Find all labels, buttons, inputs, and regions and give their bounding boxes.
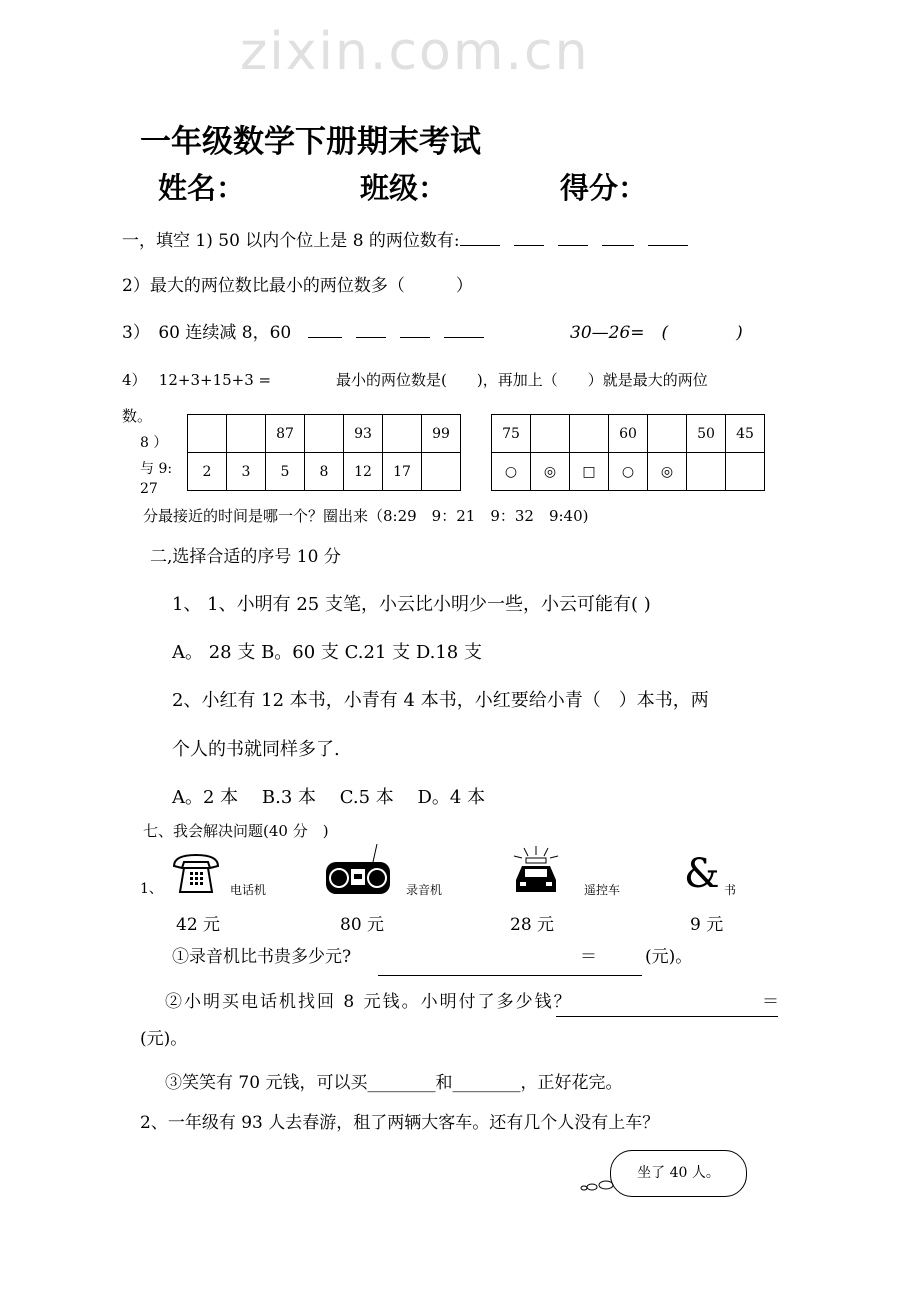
problem-c: ③笑笑有 70 元钱，可以买________和________，正好花完。 bbox=[165, 1073, 623, 1093]
radio-cassette-icon bbox=[325, 842, 391, 896]
name-label: 姓名： bbox=[158, 171, 246, 205]
question-1-1 bbox=[122, 226, 702, 251]
question-1-3-calc: 30—26= ( ) bbox=[570, 323, 743, 343]
table-cell: 87 bbox=[266, 415, 305, 453]
table-cell: 45 bbox=[726, 415, 765, 453]
table-cell: 5 bbox=[266, 453, 305, 491]
fragment: 与 9: bbox=[140, 461, 173, 477]
table-cell bbox=[188, 415, 227, 453]
question-2-1-options: A。 28 支 B。60 支 C.21 支 D.18 支 bbox=[172, 642, 482, 663]
table-cell bbox=[570, 415, 609, 453]
q-text: 一，填空 1) 50 以内个位上是 8 的两位数有: bbox=[122, 231, 460, 251]
table-row bbox=[188, 415, 461, 453]
table-cell: 93 bbox=[344, 415, 383, 453]
fragment: 8 ） bbox=[140, 435, 168, 451]
table-cell: ○ bbox=[609, 453, 648, 491]
cloud-tail-icon bbox=[580, 1178, 614, 1192]
table-cell bbox=[531, 415, 570, 453]
table-cell bbox=[383, 415, 422, 453]
fragment: 27 bbox=[140, 481, 158, 497]
item-price: 28 元 bbox=[510, 915, 555, 935]
item-label: 电话机 bbox=[230, 883, 267, 897]
table-cell: ○ bbox=[492, 453, 531, 491]
item-label: 书 bbox=[724, 883, 737, 897]
table-cell bbox=[648, 415, 687, 453]
answer-line bbox=[556, 1016, 778, 1017]
problem-a: ①录音机比书贵多少元? bbox=[172, 947, 352, 967]
equals: ＝ bbox=[580, 947, 597, 967]
table-cell: ◎ bbox=[648, 453, 687, 491]
table-cell: 12 bbox=[344, 453, 383, 491]
problem-b: ②小明买电话机找回 8 元钱。小明付了多少钱？ bbox=[165, 992, 573, 1012]
table-row bbox=[492, 415, 765, 453]
section-7-heading: 七、我会解决问题(40 分 ) bbox=[143, 822, 329, 840]
page-title: 一年级数学下册期末考试 bbox=[140, 124, 481, 160]
question-2-1: 1、 1、小明有 25 支笔，小云比小明少一些，小云可能有( ) bbox=[172, 594, 651, 615]
equals: ＝ bbox=[762, 992, 779, 1012]
answer-line bbox=[378, 975, 642, 976]
item-label: 录音机 bbox=[406, 883, 443, 897]
q-text: 3） 60 连续减 8，60 bbox=[122, 323, 292, 343]
question-1-4a: 4） 12+3+15+3 = bbox=[122, 371, 272, 389]
table-cell: 60 bbox=[609, 415, 648, 453]
unit: (元)。 bbox=[140, 1029, 188, 1049]
item-price: 42 元 bbox=[176, 915, 221, 935]
table-cell bbox=[422, 453, 461, 491]
table-cell: ◎ bbox=[531, 453, 570, 491]
question-1-4c: 数。 bbox=[122, 407, 153, 425]
section-2-heading: 二,选择合适的序号 10 分 bbox=[150, 547, 341, 567]
question-1-4b: 最小的两位数是( )，再加上（ ）就是最大的两位 bbox=[336, 371, 708, 389]
table-cell: □ bbox=[570, 453, 609, 491]
table-cell: 99 bbox=[422, 415, 461, 453]
item-label: 遥控车 bbox=[584, 883, 621, 897]
unit: (元)。 bbox=[645, 947, 693, 967]
table-cell bbox=[726, 453, 765, 491]
item-price: 80 元 bbox=[340, 915, 385, 935]
question-2-2-cont: 个人的书就同样多了. bbox=[172, 739, 340, 760]
book-icon: & bbox=[684, 851, 720, 897]
question-1-2: 2）最大的两位数比最小的两位数多（ ） bbox=[122, 276, 473, 296]
question-2-2-options: A。2 本 B.3 本 C.5 本 D。4 本 bbox=[172, 787, 486, 808]
telephone-icon bbox=[170, 852, 222, 896]
question-1-5: 分最接近的时间是哪一个？圈出来（8:29 9：21 9：32 9:40) bbox=[143, 507, 589, 525]
table-cell: 3 bbox=[227, 453, 266, 491]
table-cell: 8 bbox=[305, 453, 344, 491]
table-cell bbox=[687, 453, 726, 491]
class-label: 班级： bbox=[360, 171, 448, 205]
number-table-1 bbox=[187, 414, 461, 491]
item-price: 9 元 bbox=[690, 915, 724, 935]
problem-number: 1、 bbox=[140, 881, 163, 897]
problem-2: 2、一年级有 93 人去春游，租了两辆大客车。还有几个人没有上车？ bbox=[140, 1113, 660, 1133]
table-row bbox=[492, 453, 765, 491]
score-label: 得分： bbox=[560, 171, 648, 205]
question-1-3 bbox=[122, 318, 498, 343]
police-car-icon bbox=[512, 846, 560, 896]
watermark: zixin.com.cn bbox=[240, 22, 590, 82]
question-2-2: 2、小红有 12 本书，小青有 4 本书，小红要给小青（ ）本书，两 bbox=[172, 690, 709, 711]
number-table-2 bbox=[491, 414, 765, 491]
speech-cloud: 坐了 40 人。 bbox=[610, 1150, 747, 1197]
table-row bbox=[188, 453, 461, 491]
table-cell bbox=[227, 415, 266, 453]
table-cell bbox=[305, 415, 344, 453]
table-cell: 50 bbox=[687, 415, 726, 453]
table-cell: 2 bbox=[188, 453, 227, 491]
table-cell: 75 bbox=[492, 415, 531, 453]
table-cell: 17 bbox=[383, 453, 422, 491]
